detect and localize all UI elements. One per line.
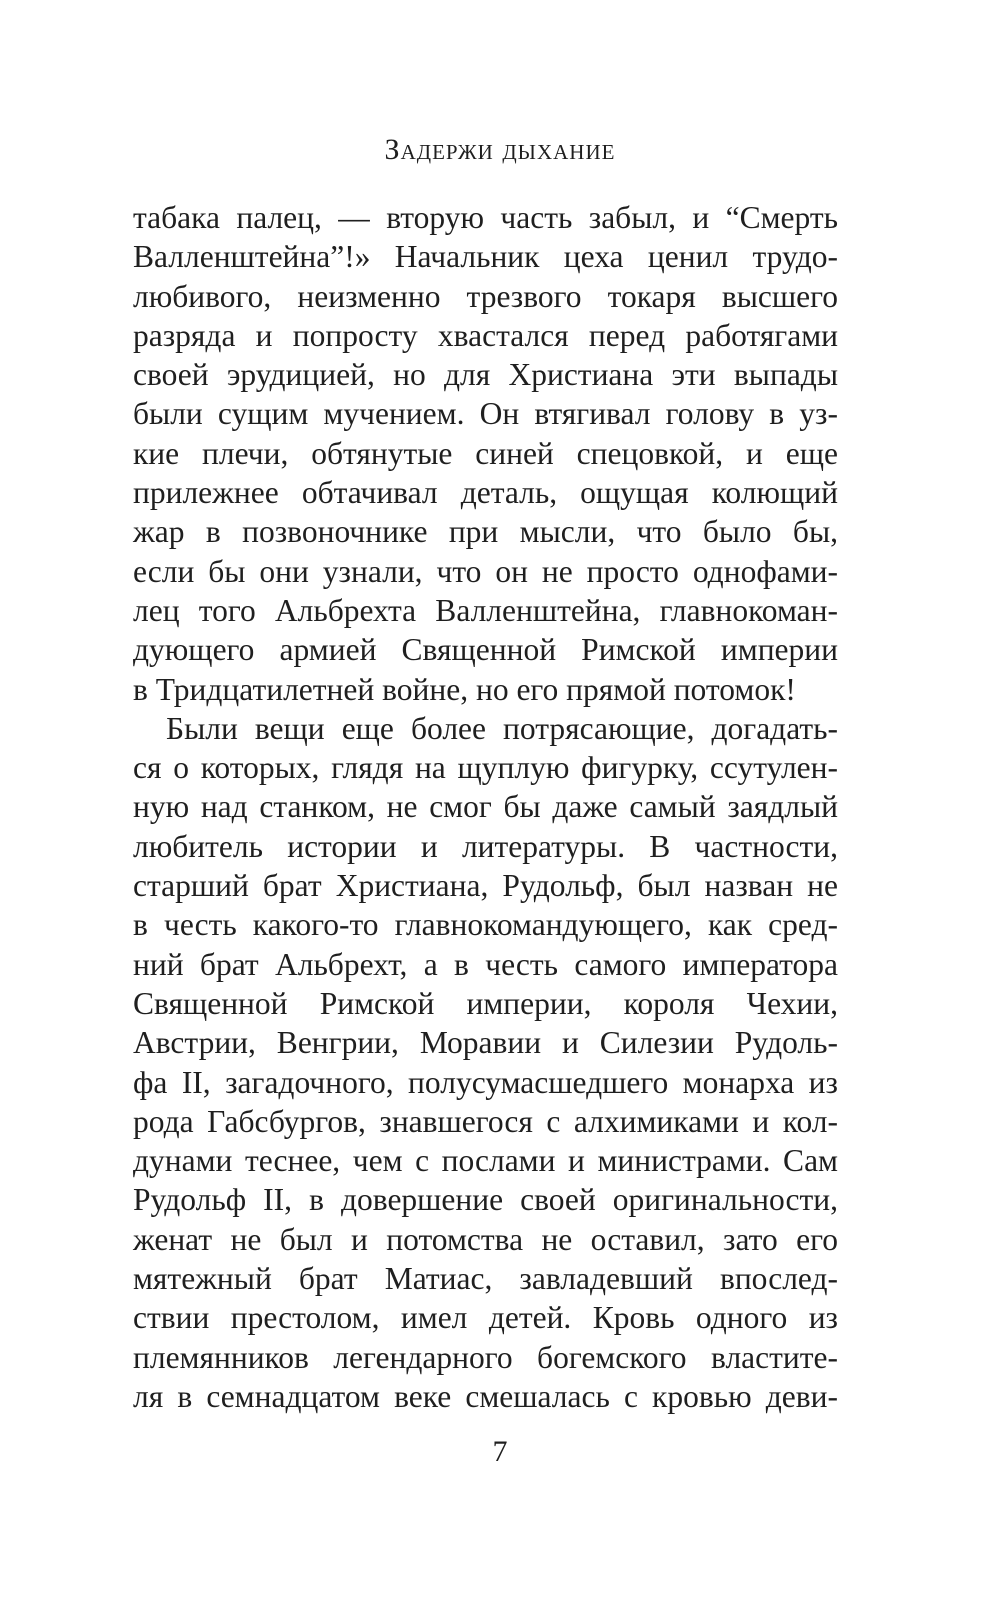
text-line: дующего армией Священной Римской империи: [133, 632, 838, 668]
text-line: женат не был и потомства не оставил, зато его: [133, 1221, 838, 1257]
text-line: фа II, загадочного, полусумасшедшего монарха из: [133, 1064, 838, 1100]
text-line: лец того Альбрехта Валленштейна, главнокоман-: [133, 592, 838, 628]
text-line: рода Габсбургов, знавшегося с алхимиками и кол-: [133, 1103, 838, 1139]
text-line: ний брат Альбрехт, а в честь самого императора: [133, 946, 838, 982]
text-line: дунами теснее, чем с послами и министрами. Сам: [133, 1143, 838, 1179]
text-line: любивого, неизменно трезвого токаря высшего: [133, 278, 838, 314]
paragraph-first-line: Были вещи еще более потрясающие, догадать-: [166, 710, 838, 746]
text-line: Австрии, Венгрии, Моравии и Силезии Рудоль-: [133, 1025, 838, 1061]
text-line: в честь какого-то главнокомандующего, как сред-: [133, 907, 838, 943]
text-line: жар в позвоночнике при мысли, что было бы,: [133, 514, 838, 550]
running-title: Задержи дыхание: [384, 133, 616, 166]
text-line: табака палец, — вторую часть забыл, и “Смерть: [133, 200, 838, 235]
text-line: кие плечи, обтянутые синей спецовкой, и еще: [133, 435, 838, 471]
text-line: разряда и попросту хвастался перед работягами: [133, 317, 838, 353]
text-line: мятежный брат Матиас, завладевший впослед-: [133, 1261, 838, 1297]
text-line: племянников легендарного богемского властите-: [133, 1339, 838, 1375]
text-line: ную над станком, не смог бы даже самый заядлый: [133, 789, 838, 825]
text-line: любитель истории и литературы. В частности,: [133, 828, 838, 864]
text-line: своей эрудицией, но для Христиана эти выпады: [133, 357, 838, 393]
text-line: Рудольф II, в довершение своей оригинальности,: [133, 1182, 838, 1218]
body-text: [133, 198, 838, 1416]
text-line: ствии престолом, имел детей. Кровь одного из: [133, 1300, 838, 1336]
text-line: ся о которых, глядя на щуплую фигурку, ссутулен-: [133, 750, 838, 786]
text-line: если бы они узнали, что он не просто однофами-: [133, 553, 838, 589]
text-line: были сущим мучением. Он втягивал голову в уз-: [133, 396, 838, 432]
text-line: Священной Римской империи, короля Чехии,: [133, 985, 838, 1021]
text-line: ля в семнадцатом веке смешалась с кровью деви-: [133, 1378, 838, 1414]
page-number: 7: [492, 1435, 508, 1468]
text-line: прилежнее обтачивал деталь, ощущая колющий: [133, 475, 838, 511]
text-line: старший брат Христиана, Рудольф, был назван не: [133, 868, 838, 904]
text-line: в Тридцатилетней войне, но его прямой потомок!: [133, 671, 796, 707]
text-line: Валленштейна”!» Начальник цеха ценил трудо-: [133, 239, 838, 275]
